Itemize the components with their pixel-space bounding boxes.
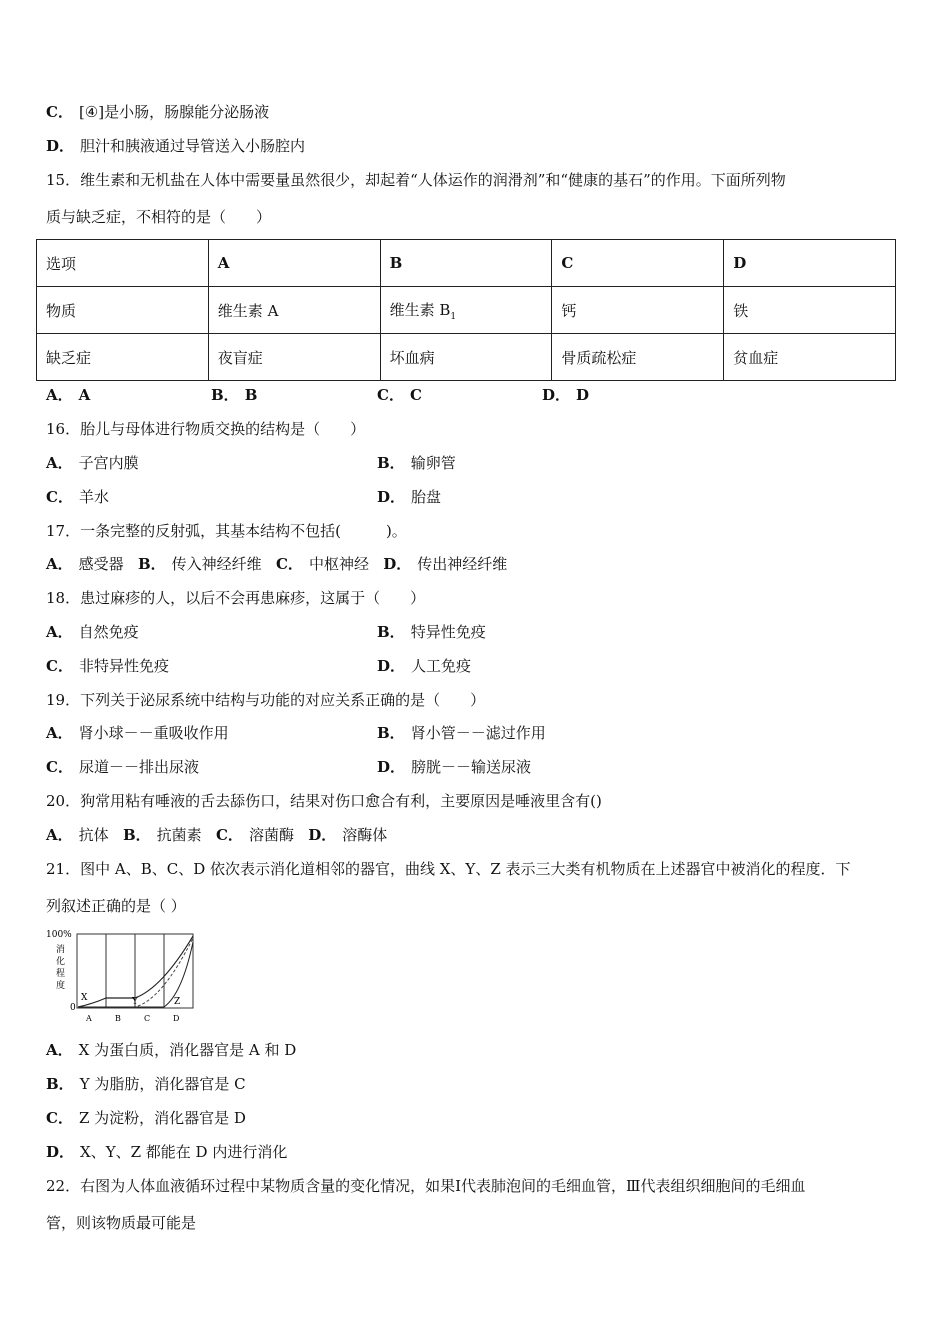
y-axis-top-label: 100% [46, 930, 72, 940]
option-text: 抗体 [78, 826, 109, 844]
q21-stem-line2: 列叙述正确的是（ ） [46, 897, 186, 915]
q22-stem-line2: 管，则该物质最可能是 [46, 1214, 197, 1232]
option-text: 传入神经纤维 [171, 555, 262, 573]
option-text: 感受器 [78, 555, 124, 573]
q21-option-a [46, 1040, 296, 1060]
q14-option-c [46, 102, 269, 122]
q16-option-b [377, 453, 456, 473]
q19-stem: 19．下列关于泌尿系统中结构与功能的对应关系正确的是（ ） [46, 691, 486, 709]
q17-stem: 17．一条完整的反射弧，其基本结构不包括( )。 [46, 522, 407, 540]
option-text: 胆汁和胰液通过导管送入小肠腔内 [80, 137, 306, 155]
table-cell: 骨质疏松症 [552, 334, 724, 381]
cell-text: 维生素 B [389, 300, 451, 319]
q21-stem-line1: 21．图中 A、B、C、D 依次表示消化道相邻的器官，曲线 X、Y、Z 表示三大类有机物质在上述器官中被消化的程度．下 [46, 860, 851, 878]
option-label: B． [377, 724, 405, 742]
q18-option-c [46, 656, 169, 676]
option-label: D． [46, 137, 75, 155]
option-label: A． [46, 1041, 73, 1059]
option-label: B． [137, 555, 166, 573]
option-text: 肾小球－－重吸收作用 [78, 724, 229, 742]
table-cell: 铁 [724, 287, 896, 334]
option-label: C． [46, 657, 73, 675]
option-text: A [78, 386, 91, 404]
organ-label: B [115, 1014, 121, 1023]
option-label: A． [46, 386, 73, 404]
option-label: D． [542, 386, 571, 404]
option-label: B． [211, 386, 239, 404]
option-label: B． [377, 454, 405, 472]
organ-label: C [144, 1014, 151, 1023]
option-label: A． [46, 555, 73, 573]
option-label: B． [122, 826, 151, 844]
y-axis-label-char: 程 [56, 969, 66, 979]
option-text: [④]是小肠，肠腺能分泌肠液 [78, 103, 270, 121]
option-label: D． [308, 826, 337, 844]
option-text: C [409, 386, 422, 404]
digestion-chart [44, 928, 200, 1024]
q16-stem: 16．胎儿与母体进行物质交换的结构是（ ） [46, 420, 366, 438]
curve-label: Z [174, 997, 181, 1007]
table-cell: D [724, 240, 896, 287]
option-label: C． [377, 386, 404, 404]
option-text: X 为蛋白质，消化器官是 A 和 D [78, 1041, 297, 1059]
curve-label: X [81, 993, 88, 1003]
q16-option-a [46, 453, 139, 473]
y-axis-label-char: 消 [56, 945, 66, 955]
option-label: D． [377, 657, 406, 675]
q20-stem: 20．狗常用粘有唾液的舌去舔伤口，结果对伤口愈合有利，主要原因是唾液里含有() [46, 792, 602, 810]
option-label: A． [46, 623, 73, 641]
table-cell: B [380, 240, 552, 287]
option-label: B． [46, 1075, 74, 1093]
q18-option-b [377, 622, 486, 642]
option-label: D． [383, 555, 412, 573]
table-cell: 维生素 A [208, 287, 380, 334]
table-row-substance [37, 287, 896, 334]
curve-label: Y [132, 997, 138, 1007]
q17-options [46, 554, 507, 574]
table-cell: C [552, 240, 724, 287]
option-text: 肾小管－－滤过作用 [410, 724, 546, 742]
option-text: 人工免疫 [411, 657, 472, 675]
option-text: 特异性免疫 [410, 623, 486, 641]
option-text: 溶酶体 [342, 826, 388, 844]
option-label: A． [46, 454, 73, 472]
y-axis-label-char: 度 [56, 981, 66, 991]
option-text: B [244, 386, 258, 404]
option-text: 膀胱－－输送尿液 [411, 758, 532, 776]
option-label: D． [377, 488, 406, 506]
table-cell: A [208, 240, 380, 287]
organ-label: A [86, 1014, 92, 1023]
option-text: 输卵管 [410, 454, 456, 472]
q19-option-c [46, 757, 199, 777]
q19-option-b [377, 723, 546, 743]
option-label: D． [46, 1143, 75, 1161]
q15-stem-line2: 质与缺乏症，不相符的是（ ） [46, 208, 272, 226]
y-axis-label-char: 化 [56, 957, 66, 967]
table-cell: 钙 [552, 287, 724, 334]
option-label: A． [46, 826, 73, 844]
q14-option-d [46, 136, 305, 156]
q20-options [46, 825, 387, 845]
q15-option-b [211, 385, 257, 405]
q18-option-d [377, 656, 471, 676]
option-text: D [576, 386, 590, 404]
option-text: Y 为脂肪，消化器官是 C [79, 1075, 246, 1093]
option-text: 羊水 [78, 488, 109, 506]
q21-option-c [46, 1108, 246, 1128]
option-text: 自然免疫 [78, 623, 139, 641]
table-cell: 夜盲症 [208, 334, 380, 381]
q22-stem-line1: 22．右图为人体血液循环过程中某物质含量的变化情况，如果Ⅰ代表肺泡间的毛细血管，Ⅲ代表组织细胞间的毛细血 [46, 1177, 806, 1195]
option-label: C． [46, 103, 73, 121]
option-label: C． [46, 488, 73, 506]
table-cell: 物质 [37, 287, 209, 334]
table-row-header [37, 240, 896, 287]
y-axis-zero-label: 0 [70, 1003, 76, 1013]
option-label: B． [377, 623, 405, 641]
option-text: 溶菌酶 [248, 826, 294, 844]
q15-option-d [542, 385, 589, 405]
q18-option-a [46, 622, 139, 642]
option-text: 抗菌素 [156, 826, 202, 844]
option-text: 非特异性免疫 [78, 657, 169, 675]
q15-table [36, 239, 896, 381]
option-label: A． [46, 724, 73, 742]
option-text: 传出神经纤维 [417, 555, 508, 573]
q19-option-d [377, 757, 531, 777]
option-label: D． [377, 758, 406, 776]
option-text: Z 为淀粉，消化器官是 D [78, 1109, 246, 1127]
q19-option-a [46, 723, 229, 743]
subscript: 1 [450, 311, 457, 322]
table-cell: 选项 [37, 240, 209, 287]
option-label: C． [275, 555, 303, 573]
option-text: 子宫内膜 [78, 454, 139, 472]
table-cell: 缺乏症 [37, 334, 209, 381]
organ-label: D [173, 1014, 180, 1023]
table-cell: 贫血症 [724, 334, 896, 381]
q21-option-b [46, 1074, 246, 1094]
q15-option-c [377, 385, 422, 405]
option-text: 中枢神经 [308, 555, 369, 573]
option-text: X、Y、Z 都能在 D 内进行消化 [80, 1143, 288, 1161]
q15-option-a [46, 385, 90, 405]
table-cell: 坏血病 [380, 334, 552, 381]
q15-stem-line1: 15．维生素和无机盐在人体中需要量虽然很少，却起着“人体运作的润滑剂”和“健康的基石”的作用。下面所列物 [46, 171, 786, 189]
option-label: C． [46, 758, 73, 776]
option-text: 尿道－－排出尿液 [78, 758, 199, 776]
q18-stem: 18．患过麻疹的人，以后不会再患麻疹，这属于（ ） [46, 589, 426, 607]
option-text: 胎盘 [411, 488, 442, 506]
option-label: C． [215, 826, 243, 844]
q16-option-d [377, 487, 441, 507]
option-label: C． [46, 1109, 73, 1127]
table-cell [380, 287, 552, 334]
table-row-deficiency [37, 334, 896, 381]
q16-option-c [46, 487, 109, 507]
q21-option-d [46, 1142, 287, 1162]
